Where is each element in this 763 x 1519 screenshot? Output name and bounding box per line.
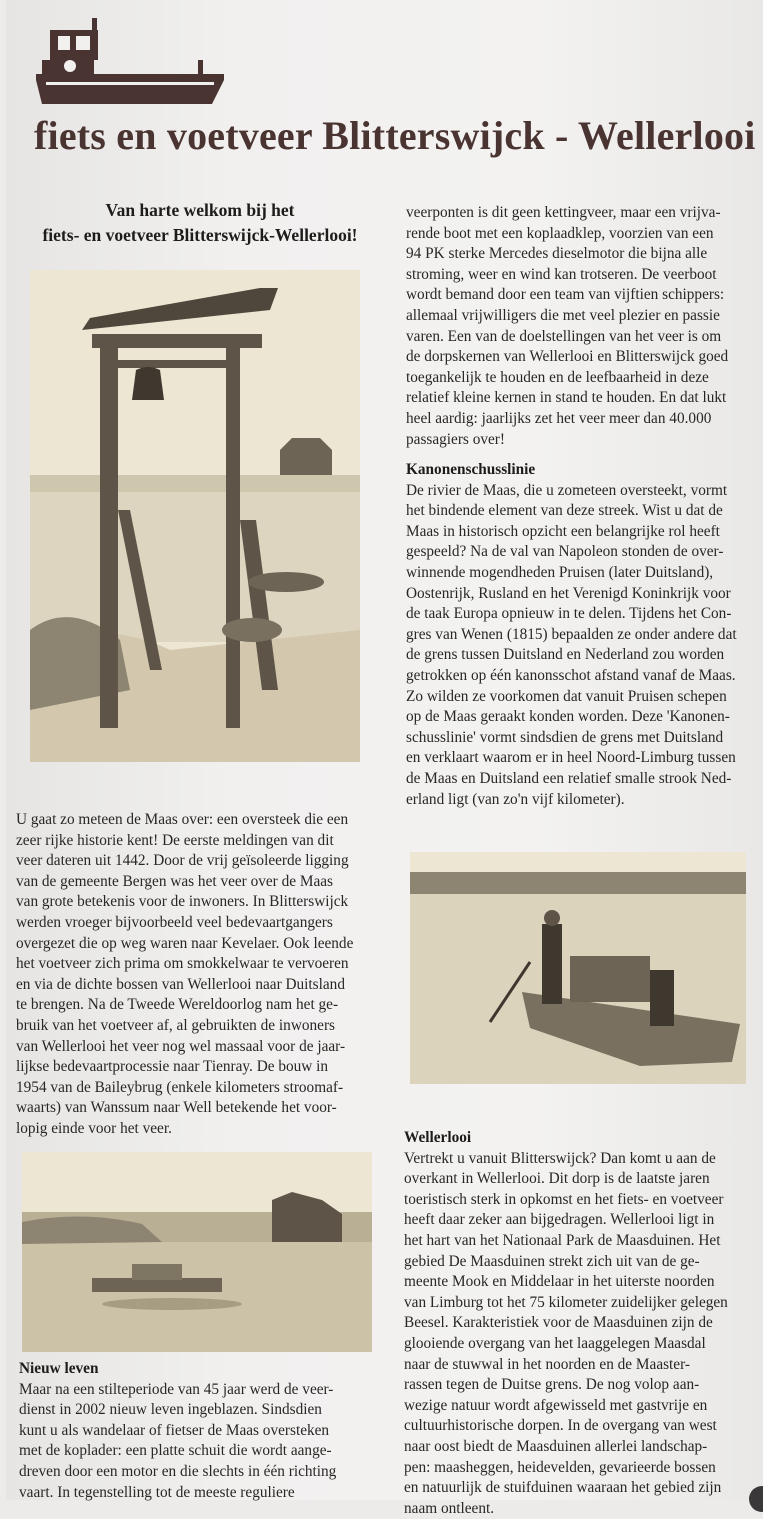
- text-line: glooiende overgang van het laaggelegen Maasdal: [404, 1334, 706, 1352]
- welcome-heading: [14, 198, 386, 248]
- text-line: dreven door een motor en die slechts in één richting: [19, 1462, 337, 1480]
- text-line: allemaal vrijwilligers die met veel plezier en passie: [406, 306, 720, 324]
- continued-text: [406, 203, 756, 450]
- text-line: rassen tegen de Duitse grens. De nog volop aan-: [404, 1376, 700, 1394]
- text-line: relatief kleine kernen in stand te houden. En dat lukt: [406, 389, 727, 407]
- text-line: Oostenrijk, Rusland en het Verenigd Koninkrijk voor: [406, 584, 731, 602]
- text-line: pen: maasheggen, heidevelden, gevarieerde bossen: [404, 1458, 716, 1476]
- text-line: Maar na een stilteperiode van 45 jaar werd de veer-: [19, 1380, 334, 1398]
- text-line: 1954 van de Baileybrug (enkele kilometers stroomaf-: [16, 1078, 344, 1096]
- text-line: de taak Europa opnieuw in te delen. Tijdens het Con-: [406, 605, 732, 623]
- text-line: en verklaart waarom er in heel Noord-Limburg tussen: [406, 749, 736, 767]
- intro-text: [16, 810, 390, 1140]
- text-line: zeer rijke historie kent! De eerste meldingen van dit: [16, 831, 334, 849]
- text-line: varen. Een van de doelstellingen van het veer is om: [406, 327, 722, 345]
- text-line: op de Maas geraakt konden worden. Deze 'Kanonen-: [406, 708, 730, 726]
- section-nieuw-leven: [19, 1359, 389, 1503]
- text-line: passagiers over!: [406, 430, 505, 448]
- text-line: met de koplader: een platte schuit die wordt aange-: [19, 1442, 332, 1460]
- ferry-boat-icon: [36, 16, 226, 108]
- section-heading: Kanonenschusslinie: [406, 461, 536, 478]
- text-line: cultuurhistorische dorpen. In de overgang van west: [404, 1417, 717, 1435]
- text-line: Zo wilden ze voorkomen dat vanuit Pruisen schepen: [406, 687, 727, 705]
- text-line: Beesel. Karakteristiek voor de Maasduinen zijn de: [404, 1314, 713, 1332]
- text-line: en natuurlijk de stuifduinen waaraan het gebied zijn: [404, 1479, 722, 1497]
- text-line: Vertrekt u vanuit Blitterswijck? Dan komt u aan de: [404, 1149, 716, 1167]
- text-line: vaart. In tegenstelling tot de meeste reguliere: [19, 1483, 295, 1501]
- text-line: heel aardig: jaarlijks zet het veer meer dan 40.000: [406, 409, 712, 427]
- page-title: fiets en voetveer Blitterswijck - Wellerlooi: [34, 113, 756, 158]
- text-line: te brengen. Na de Tweede Wereldoorlog nam het ge-: [16, 996, 339, 1014]
- photo-bell-tower: [30, 270, 360, 762]
- text-line: veerponten is dit geen kettingveer, maar een vrijva-: [406, 204, 721, 221]
- text-line: meente Mook en Middelaar in het uiterste noorden: [404, 1273, 715, 1291]
- text-line: de Maas en Duitsland een relatief smalle strook Ned-: [406, 769, 732, 787]
- text-line: getrokken op één kanonsschot afstand vanaf de Maas.: [406, 666, 736, 684]
- photo-rowing-boat: [410, 852, 746, 1084]
- text-line: winnende mogendheden Pruisen (later Duitsland),: [406, 563, 714, 581]
- text-line: van Wellerlooi het veer nog wel massaal voor de jaar-: [16, 1037, 346, 1055]
- text-line: waarts) van Wanssum naar Well betekende het voor-: [16, 1099, 337, 1117]
- text-line: toeristisch sterk in opkomst en het fiets- en voetveer: [404, 1190, 724, 1208]
- text-line: erland ligt (van zo'n vijf kilometer).: [406, 790, 625, 808]
- text-line: veer dateren uit 1442. Door de vrij geïsoleerde ligging: [16, 852, 349, 870]
- text-line: rende boot met een koplaadklep, voorzien van een: [406, 224, 714, 242]
- text-line: naam ontleent.: [404, 1499, 495, 1517]
- text-line: de dorpskernen van Wellerlooi en Blitterswijck goed: [406, 348, 729, 366]
- text-line: de grens tussen Duitsland en Nederland zou worden: [406, 646, 725, 664]
- text-line: Maas in historisch opzicht een belangrijke rol heeft: [406, 522, 720, 540]
- text-line: overkant in Wellerlooi. Dit dorp is de laatste jaren: [404, 1170, 710, 1188]
- photo-modern-ferry: [22, 1152, 372, 1352]
- text-line: het bindende element van deze streek. Wist u dat de: [406, 502, 723, 520]
- welcome-line: Van harte welkom bij het: [105, 200, 295, 220]
- text-line: werden vroeger bijvoorbeeld veel bedevaartgangers: [16, 913, 333, 931]
- text-line: dienst in 2002 nieuw leven ingeblazen. Sindsdien: [19, 1401, 322, 1419]
- text-line: gespeeld? Na de val van Napoleon stonden de over-: [406, 543, 724, 561]
- text-line: overgezet die op weg waren naar Kevelaer. Ook leende: [16, 934, 354, 952]
- text-line: van de gemeente Bergen was het veer over de Maas: [16, 872, 333, 890]
- text-line: lopig einde voor het veer.: [16, 1119, 172, 1137]
- text-line: van Limburg tot het 75 kilometer zuidelijker gelegen: [404, 1293, 728, 1311]
- text-line: schusslinie' vormt sindsdien de grens met Duitsland: [406, 728, 724, 746]
- text-line: gebied De Maasduinen strekt zich uit van de ge-: [404, 1252, 700, 1270]
- text-line: 94 PK sterke Mercedes dieselmotor die bijna alle: [406, 245, 708, 263]
- text-line: bruik van het voetveer af, al gebruikten de inwoners: [16, 1016, 335, 1034]
- text-line: stroming, weer en wind kan trotseren. De veerboot: [406, 265, 717, 283]
- text-line: naar de stuwwal in het noorden en de Maaster-: [404, 1355, 690, 1373]
- text-line: heeft daar zeker aan bijgedragen. Wellerlooi ligt in: [404, 1211, 715, 1229]
- section-wellerlooi: [404, 1128, 756, 1519]
- text-line: U gaat zo meteen de Maas over: een oversteek die een: [16, 811, 349, 828]
- section-kanonenschusslinie: [406, 460, 756, 810]
- text-line: wezige natuur wordt afgewisseld met gastvrije en: [404, 1396, 708, 1414]
- text-line: van grote betekenis voor de inwoners. In Blitterswijck: [16, 893, 349, 911]
- text-line: lijkse bedevaartprocessie naar Tienray. De bouw in: [16, 1058, 329, 1076]
- text-line: naar oost biedt de Maasduinen allerlei landschap-: [404, 1437, 708, 1455]
- text-line: kunt u als wandelaar of fietser de Maas oversteken: [19, 1421, 330, 1439]
- text-line: het hart van het Nationaal Park de Maasduinen. Het: [404, 1231, 721, 1249]
- text-line: en via de dichte bossen van Wellerlooi naar Duitsland: [16, 975, 345, 993]
- text-line: het voetveer zich prima om smokkelwaar te vervoeren: [16, 955, 349, 973]
- text-line: wordt bemand door een team van vijftien schippers:: [406, 286, 725, 304]
- section-heading: Wellerlooi: [404, 1129, 472, 1146]
- text-line: toegankelijk te houden en de leefbaarheid in deze: [406, 368, 709, 386]
- welcome-line: fiets- en voetveer Blitterswijck-Wellerlooi!: [42, 225, 358, 245]
- section-heading: Nieuw leven: [19, 1360, 99, 1377]
- text-line: De rivier de Maas, die u zometeen oversteekt, vormt: [406, 481, 728, 499]
- text-line: gres van Wenen (1815) bepaalden ze onder andere dat: [406, 625, 737, 643]
